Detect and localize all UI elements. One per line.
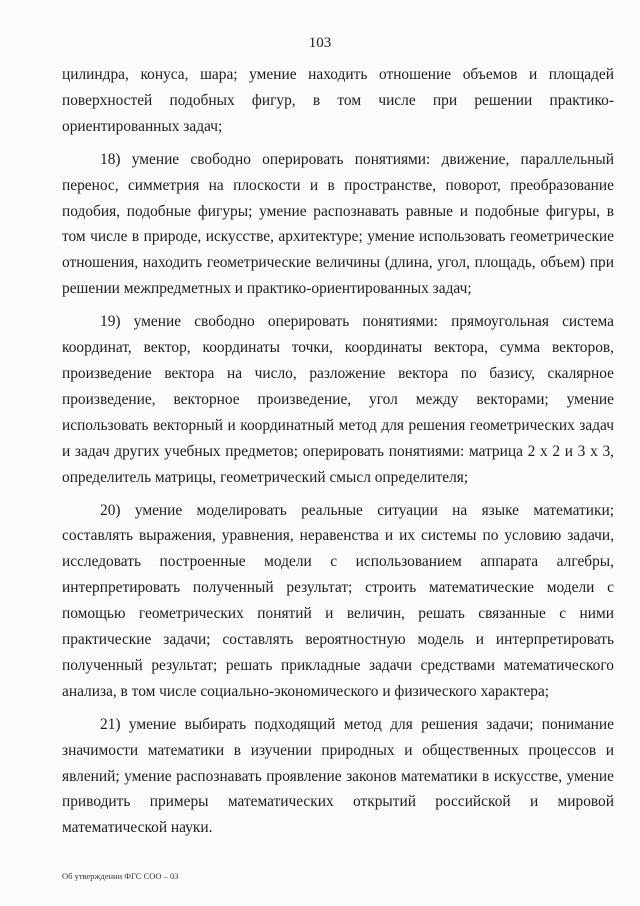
page-number: 103 [308,35,332,51]
paragraph-continuation: цилиндра, конуса, шара; умение находить отношение объемов и площадей поверхностей подобных фигур, в том числе при решении практико-ориентированных задач; [62,66,614,135]
page-body [62,62,614,848]
page-footer: Об утверждении ФГС СОО – 03 [62,871,179,881]
paragraph-item-18: 18) умение свободно оперировать понятиями: движение, параллельный перенос, симметрия на плоскости и в пространстве, поворот, преобразование подобия, подобные фигуры; умение распознавать равные и подобные фигуры, в том числе в природе, искусстве, архитектуре; умение использовать геометрические отношения, находить геометрические величины (длина, угол, площадь, объем) при решении межпредметных и практико-ориентированных задач; [62,150,614,298]
paragraph-item-21: 21) умение выбирать подходящий метод для решения задачи; понимание значимости математики в изучении природных и общественных процессов и явлений; умение распознавать проявление законов математики в искусстве, умение приводить примеры математических открытий российской и мировой математической науки. [62,715,614,837]
paragraph-item-20: 20) умение моделировать реальные ситуации на языке математики; составлять выражения, уравнения, неравенства и их системы по условию задачи, исследовать построенные модели с использованием аппарата алгебры, интерпретировать полученный результат; строить математические модели с помощью геометрических понятий и величин, решать связанные с ними практические задачи; составлять вероятностную модель и интерпретировать полученный результат; решать прикладные задачи средствами математического анализа, в том числе социально-экономического и физического характера; [62,501,614,700]
paragraph-item-19: 19) умение свободно оперировать понятиями: прямоугольная система координат, вектор, координаты точки, координаты вектора, сумма векторов, произведение вектора на число, разложение вектора по базису, скалярное произведение, векторное произведение, угол между векторами; умение использовать векторный и координатный метод для решения геометрических задач и задач других учебных предметов; оперировать понятиями: матрица 2 х 2 и 3 х 3, определитель матрицы, геометрический смысл определителя; [62,313,614,486]
